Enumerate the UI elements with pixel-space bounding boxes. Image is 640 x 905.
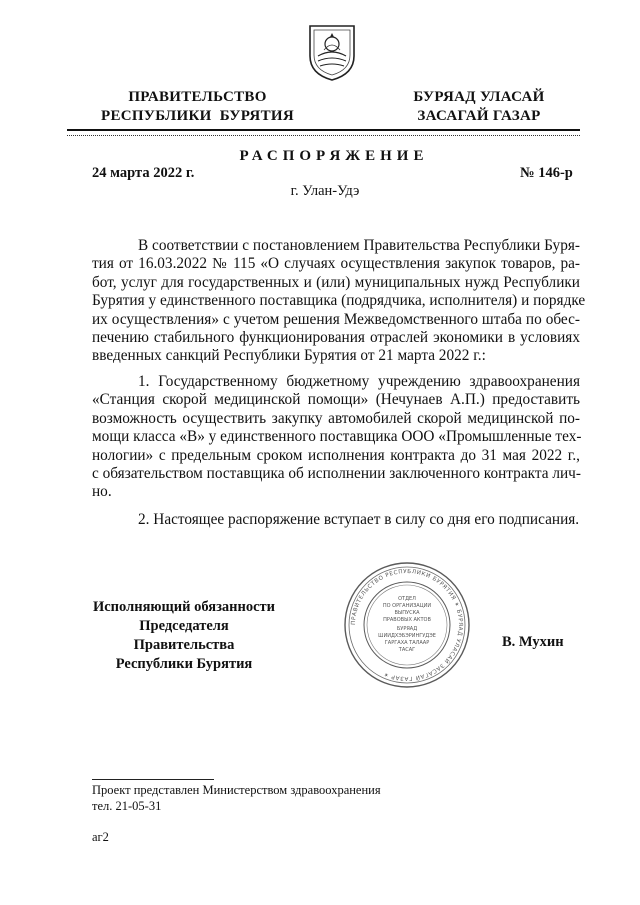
item-1-line: мощи класса «В» у единственного поставщика ООО «Промышленные тех- xyxy=(92,428,582,446)
coat-of-arms-emblem xyxy=(304,22,360,82)
document-number: № 146-р xyxy=(520,165,573,181)
footer-phone: тел. 21-05-31 xyxy=(92,799,162,813)
issuer-buryat xyxy=(404,88,554,126)
svg-text:ШИИДХЭБЭРИНГУДЭЕ: ШИИДХЭБЭРИНГУДЭЕ xyxy=(378,633,436,639)
item-1-line: нологии» с предельным сроком исполнения контракта до 31 мая 2022 г., xyxy=(92,446,580,464)
signatory-title-line3: Республики Бурятия xyxy=(115,656,253,672)
issuer-russian-line2: РЕСПУБЛИКИ БУРЯТИЯ xyxy=(101,108,294,124)
svg-text:ОТДЕЛ: ОТДЕЛ xyxy=(398,596,416,602)
svg-text:ПО ОРГАНИЗАЦИИ: ПО ОРГАНИЗАЦИИ xyxy=(382,603,432,609)
item-2-line: 2. Настоящее распоряжение вступает в силу со дня его подписания. xyxy=(138,511,580,528)
signatory-name: В. Мухин xyxy=(502,634,564,650)
issuer-russian xyxy=(95,88,300,126)
issuer-russian-line1: ПРАВИТЕЛЬСТВО xyxy=(128,89,267,105)
official-seal-stamp xyxy=(340,560,474,690)
header-rule-thick xyxy=(67,129,580,131)
svg-text:ГАРГАХА ТАЛААР: ГАРГАХА ТАЛААР xyxy=(384,640,430,646)
preamble-line: тия от 16.03.2022 № 115 «О случаях осуществления закупок товаров, ра- xyxy=(92,255,580,273)
preamble-line: введенных санкций Республики Бурятия от 21 марта 2022 г.: xyxy=(92,347,486,365)
svg-text:ПРАВИТЕЛЬСТВО РЕСПУБЛИКИ БУРЯТ: ПРАВИТЕЛЬСТВО РЕСПУБЛИКИ БУРЯТИЯ ✶ БУРЯАД УЛАСАЙ ЗАСАГАЙ ГАЗАР ✶ xyxy=(350,568,464,682)
preamble-line: Бурятия у единственного поставщика (подрядчика, исполнителя) и порядке xyxy=(92,292,586,310)
signatory-title-line1: Исполняющий обязанности xyxy=(92,599,276,615)
item-1-line: «Станция скорой медицинской помощи» (Нечунаев А.П.) предоставить xyxy=(92,391,580,409)
preamble-line: В соответствии с постановлением Правительства Республики Буря- xyxy=(138,237,580,254)
issuer-buryat-line2: ЗАСАГАЙ ГАЗАР xyxy=(417,108,541,124)
item-1-line: с обязательством поставщика об исполнении заключенного контракта лич- xyxy=(92,465,581,483)
preamble-paragraph xyxy=(92,237,586,366)
signatory-title-line2: Председателя Правительства xyxy=(133,618,235,653)
svg-text:ВЫПУСКА: ВЫПУСКА xyxy=(394,610,420,616)
preamble-line: бот, услуг для государственных и (или) муниципальных нужд Республики xyxy=(92,273,580,291)
item-1-line: но. xyxy=(92,483,112,501)
document-type: РАСПОРЯЖЕНИЕ xyxy=(239,148,429,164)
preamble-line: их осуществления» с учетом решения Межведомственного штаба по обес- xyxy=(92,310,580,328)
svg-text:ПРАВОВЫХ АКТОВ: ПРАВОВЫХ АКТОВ xyxy=(383,617,431,623)
header-rule-dotted xyxy=(67,135,580,136)
svg-text:БУРЯАД: БУРЯАД xyxy=(396,626,418,632)
document-city: г. Улан-Удэ xyxy=(290,183,360,199)
item-1-line: 1. Государственному бюджетному учреждению здравоохранения xyxy=(138,373,580,390)
document-date: 24 марта 2022 г. xyxy=(92,165,195,181)
signatory-title xyxy=(92,598,276,674)
issuer-buryat-line1: БУРЯАД УЛАСАЙ xyxy=(413,89,545,105)
footer-note: Проект представлен Министерством здравоохранения xyxy=(92,783,381,797)
footer-rule xyxy=(92,779,214,780)
footer-code: аг2 xyxy=(92,830,109,844)
item-1-paragraph xyxy=(92,373,580,502)
preamble-line: печению стабильного функционирования отраслей экономики в условиях xyxy=(92,329,580,347)
item-1-line: возможность осуществить закупку автомобилей скорой медицинской по- xyxy=(92,409,580,427)
svg-text:ТАСАГ: ТАСАГ xyxy=(398,647,416,653)
item-2-paragraph xyxy=(92,511,580,529)
